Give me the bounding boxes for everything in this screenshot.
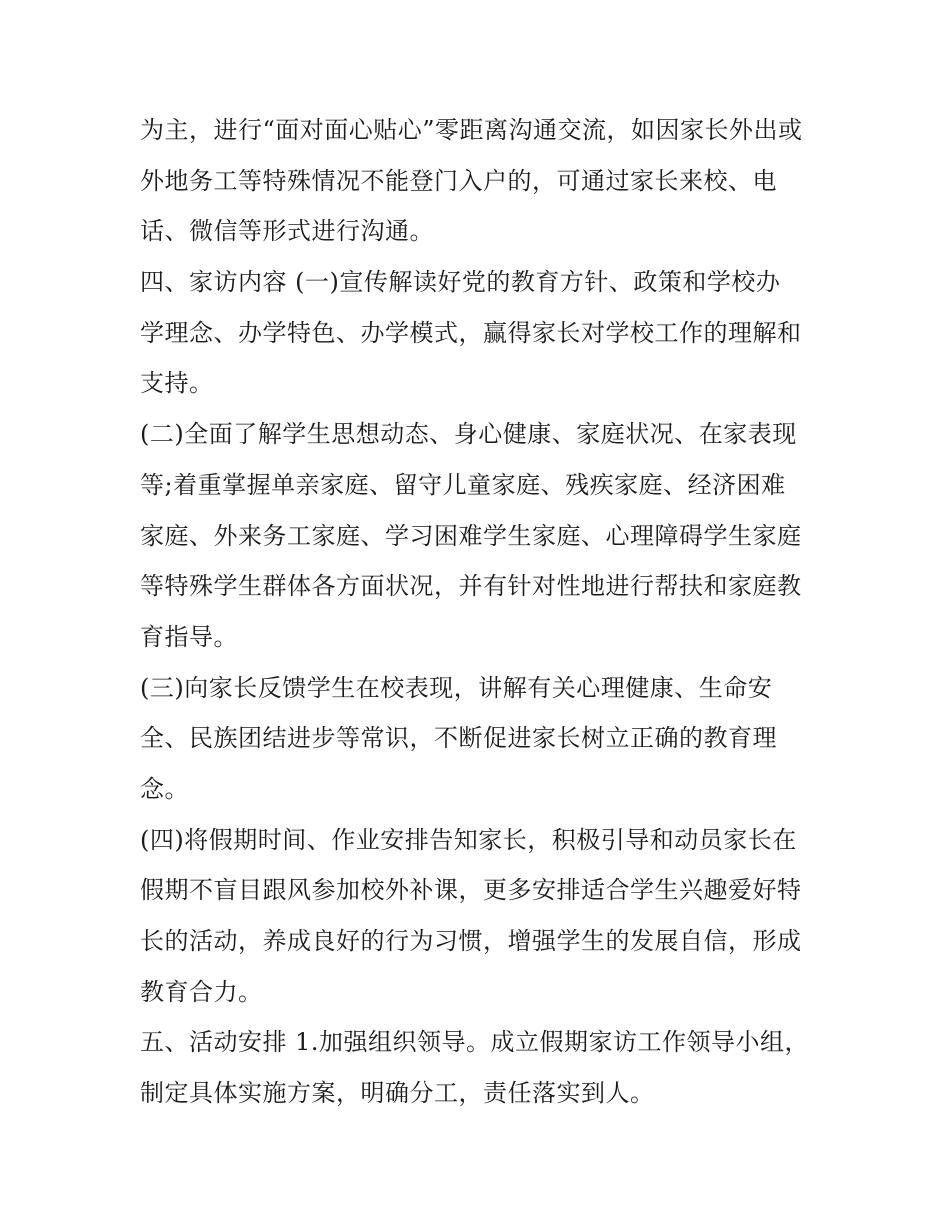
text-line: (二)全面了解学生思想动态、身心健康、家庭状况、在家表现: [140, 420, 797, 449]
text-line: 五、活动安排 1.加强组织领导。成立假期家访工作领导小组，: [140, 1028, 810, 1057]
text-line: (四)将假期时间、作业安排告知家长，积极引导和动员家长在: [140, 825, 797, 854]
text-line: 等;着重掌握单亲家庭、留守儿童家庭、残疾家庭、经济困难: [140, 470, 786, 499]
text-line: 育指导。: [140, 622, 238, 651]
text-line: 话、微信等形式进行沟通。: [140, 217, 434, 246]
text-line: 长的活动，养成良好的行为习惯，增强学生的发展自信，形成: [140, 927, 802, 955]
text-line: 支持。: [140, 369, 214, 398]
text-line: 教育合力。: [140, 977, 263, 1006]
text-line: 假期不盲目跟风参加校外补课，更多安排适合学生兴趣爱好特: [140, 876, 802, 905]
text-line: 为主，进行“面对面心贴心”零距离沟通交流，如因家长外出或: [140, 116, 803, 144]
text-line: 制定具体实施方案，明确分工，责任落实到人。: [140, 1079, 655, 1108]
text-line: 家庭、外来务工家庭、学习困难学生家庭、心理障碍学生家庭: [140, 521, 802, 550]
text-line: 等特殊学生群体各方面状况，并有针对性地进行帮扶和家庭教: [140, 572, 802, 601]
document-body: [140, 105, 820, 1119]
text-line: 四、家访内容 (一)宣传解读好党的教育方针、政策和学校办: [140, 268, 781, 297]
text-line: (三)向家长反馈学生在校表现，讲解有关心理健康、生命安: [140, 673, 773, 702]
text-line: 念。: [140, 774, 189, 803]
text-line: 全、民族团结进步等常识，不断促进家长树立正确的教育理: [140, 724, 777, 753]
text-line: 外地务工等特殊情况不能登门入户的，可通过家长来校、电: [140, 166, 777, 195]
text-line: 学理念、办学特色、办学模式，赢得家长对学校工作的理解和: [140, 318, 802, 347]
